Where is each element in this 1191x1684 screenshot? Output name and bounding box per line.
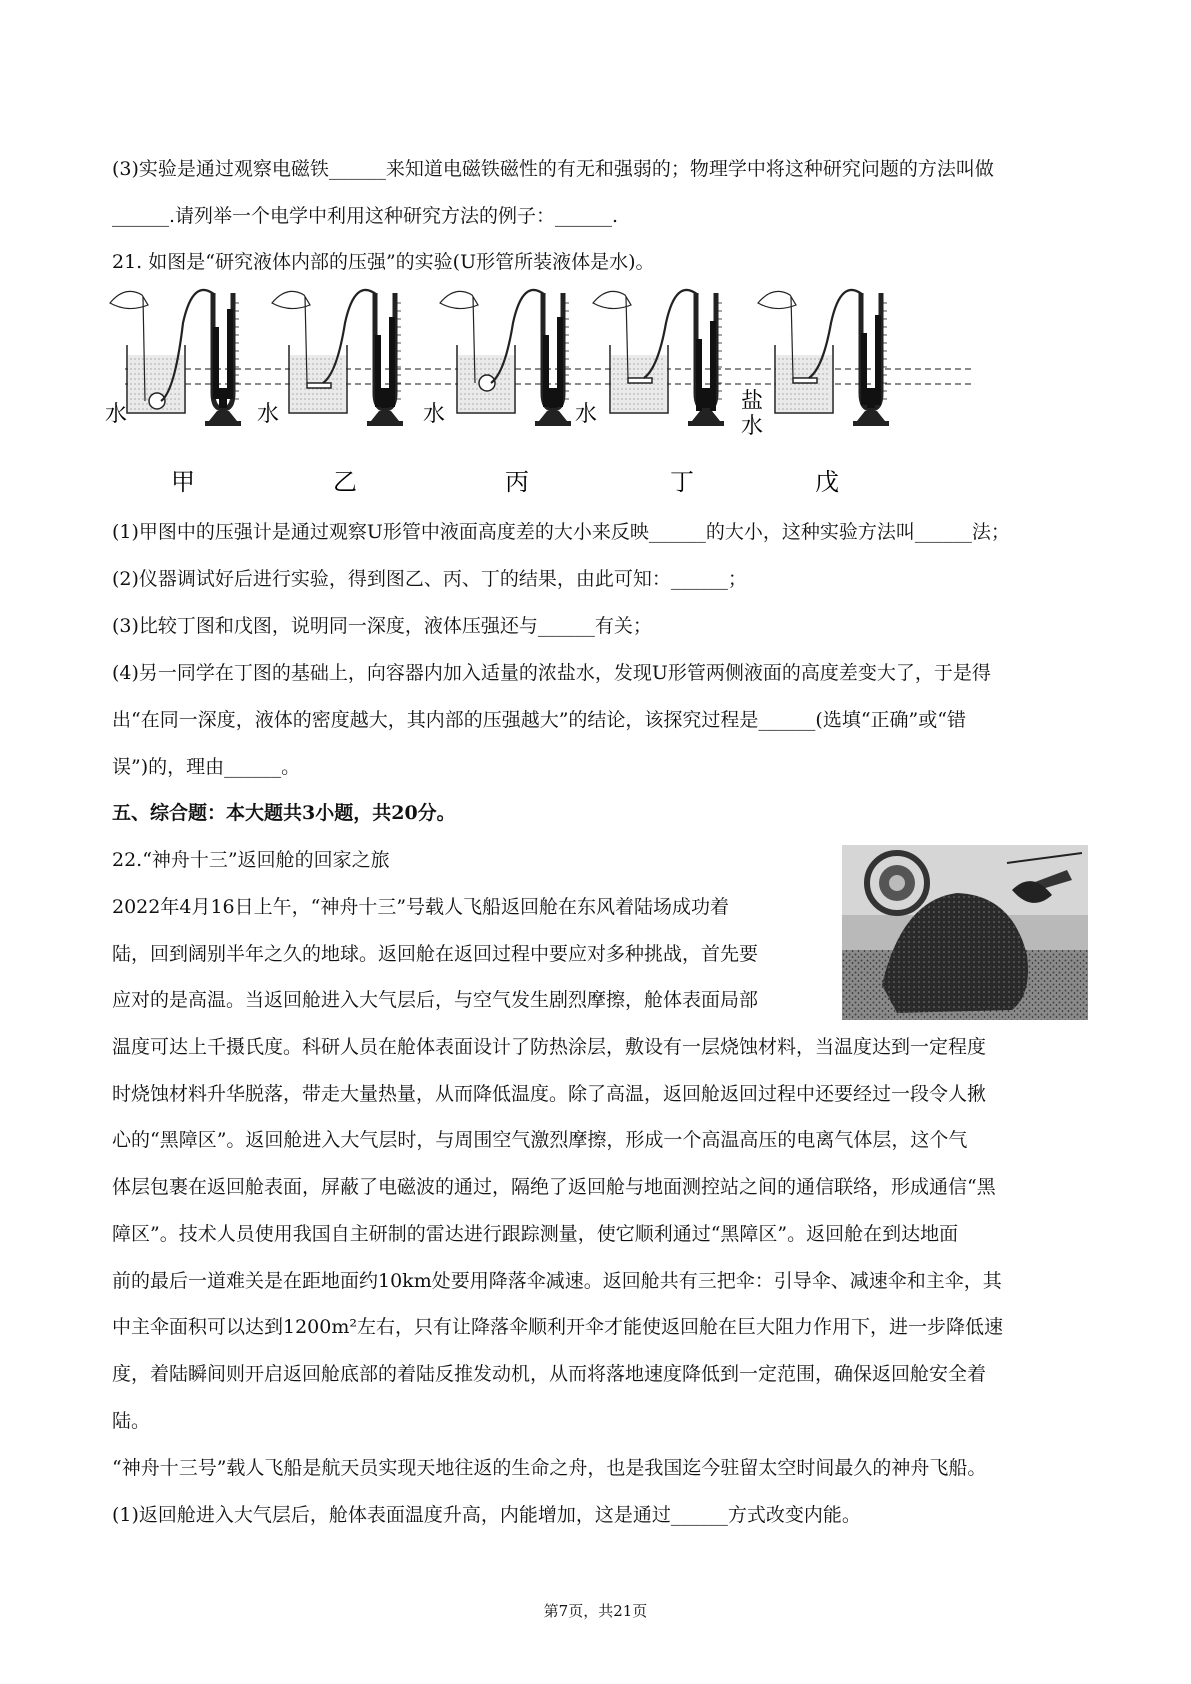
liquid-label-wu-1: 盐: [741, 388, 764, 413]
q21-sub-4-line-1: (4)另一同学在丁图的基础上，向容器内加入适量的浓盐水，发现U形管两侧液面的高度差变大了，于是得: [112, 662, 991, 684]
u-tube-liquid-left-wu: [861, 333, 867, 405]
passage-line-3: 应对的是高温。当返回舱进入大气层后，与空气发生剧烈摩擦，舱体表面局部: [112, 989, 759, 1011]
passage-line-12: 陆。: [112, 1410, 151, 1432]
liquid-label-ding: 水: [575, 401, 598, 426]
passage-line-4: 温度可达上千摄氏度。科研人员在舱体表面设计了防热涂层，敷设有一层烧蚀材料，当温度达到一定程度: [112, 1036, 987, 1058]
passage-line-10: 中主伞面积可以达到1200m²左右，只有让降落伞顺利开伞才能使返回舱在巨大阻力作用下，进一步降低速: [112, 1316, 1003, 1338]
stand-yi: [371, 411, 399, 421]
liquid-label-jia: 水: [105, 401, 128, 426]
stand-base-wu: [853, 421, 889, 426]
u-tube-bottom-jia: [219, 388, 227, 408]
passage-line-5: 时烧蚀材料升华脱落，带走大量热量，从而降低温度。除了高温，返回舱返回过程中还要经过一段令人揪: [112, 1083, 987, 1105]
q21-sub-4-line-3: 误”)的，理由______。: [112, 756, 301, 778]
u-tube-bottom-ding: [702, 388, 710, 408]
liquid-label-yi: 水: [257, 401, 280, 426]
hand-wu: [758, 291, 796, 308]
text-line-2: ______.请列举一个电学中利用这种研究方法的例子：______.: [112, 205, 619, 227]
panel-label-ding: 丁: [670, 469, 694, 496]
u-tube-liquid-right-ding: [710, 321, 716, 411]
liquid-label-bing: 水: [423, 401, 446, 426]
hand-ding: [593, 291, 631, 308]
passage-line-8: 障区”。技术人员使用我国自主研制的雷达进行跟踪测量，使它顺利通过“黑障区”。返回舱在到达地面: [112, 1223, 959, 1245]
probe-wu: [793, 378, 817, 383]
stand-jia: [209, 411, 237, 421]
u-tube-liquid-left-bing: [543, 335, 549, 407]
hand-jia: [110, 291, 148, 308]
liquid-label-wu-2: 水: [741, 413, 764, 438]
u-tube-liquid-right-jia: [227, 309, 233, 399]
u-tube-liquid-right-yi: [389, 317, 395, 407]
page-number: 第7页，共21页: [543, 1602, 648, 1620]
q21-sub-1: (1)甲图中的压强计是通过观察U形管中液面高度差的大小来反映______的大小，这种实验方法叫______法；: [112, 521, 1010, 543]
hand-bing: [440, 291, 478, 308]
return-capsule-photo: [842, 845, 1088, 1020]
stand-base-bing: [535, 421, 571, 426]
u-tube-bottom-wu: [867, 388, 875, 408]
u-tube-liquid-right-wu: [875, 315, 881, 405]
u-tube-liquid-left-ding: [696, 339, 702, 411]
u-tube-liquid-left-yi: [375, 335, 381, 407]
question-22-title: 22.“神舟十三”返回舱的回家之旅: [112, 849, 390, 871]
stand-ding: [692, 411, 720, 421]
q22-sub-1: (1)返回舱进入大气层后，舱体表面温度升高，内能增加，这是通过______方式改变内能。: [112, 1504, 861, 1526]
passage-line-7: 体层包裹在返回舱表面，屏蔽了电磁波的通过，隔绝了返回舱与地面测控站之间的通信联络，形成通信“黑: [112, 1176, 996, 1198]
question-21-stem: 21. 如图是“研究液体内部的压强”的实验(U形管所装液体是水)。: [112, 251, 655, 273]
stand-base-jia: [205, 421, 241, 426]
hand-yi: [272, 291, 310, 308]
stand-base-ding: [688, 421, 724, 426]
u-tube-bottom-yi: [381, 388, 389, 408]
panel-label-yi: 乙: [333, 469, 357, 496]
q21-sub-2: (2)仪器调试好后进行实验，得到图乙、丙、丁的结果，由此可知：______；: [112, 568, 747, 590]
text-line-1: (3)实验是通过观察电磁铁______来知道电磁铁磁性的有无和强弱的；物理学中将这种研究问题的方法叫做: [112, 158, 994, 180]
passage-line-2: 陆，回到阔别半年之久的地球。返回舱在返回过程中要应对多种挑战，首先要: [112, 943, 759, 965]
passage-line-1: 2022年4月16日上午，“神舟十三”号载人飞船返回舱在东风着陆场成功着: [112, 896, 730, 918]
probe-ding: [628, 378, 652, 383]
stand-wu: [857, 411, 885, 421]
passage-line-13: “神舟十三号”载人飞船是航天员实现天地往返的生命之舟，也是我国迄今驻留太空时间最久的神舟飞船。: [112, 1457, 987, 1479]
passage-line-11: 度，着陆瞬间则开启返回舱底部的着陆反推发动机，从而将落地速度降低到一定范围，确保返回舱安全着: [112, 1363, 987, 1385]
panel-label-wu: 戊: [815, 469, 839, 496]
passage-line-6: 心的“黑障区”。返回舱进入大气层时，与周围空气激烈摩擦，形成一个高温高压的电离气体层，这个气: [112, 1129, 968, 1151]
panel-label-bing: 丙: [505, 469, 529, 496]
q21-sub-4-line-2: 出“在同一深度，液体的密度越大，其内部的压强越大”的结论，该探究过程是______(选填“正确”或“错: [112, 709, 966, 731]
u-tube-liquid-right-bing: [557, 317, 563, 407]
q21-sub-3: (3)比较丁图和戊图，说明同一深度，液体压强还与______有关；: [112, 615, 652, 637]
stand-bing: [539, 411, 567, 421]
probe-yi: [307, 383, 331, 388]
panel-label-jia: 甲: [171, 469, 195, 496]
liquid-pressure-figure: [105, 283, 985, 508]
passage-line-9: 前的最后一道难关是在距地面约10km处要用降落伞减速。返回舱共有三把伞：引导伞、减速伞和主伞，其: [112, 1270, 1002, 1292]
u-tube-liquid-left-jia: [213, 327, 219, 399]
u-tube-bottom-bing: [549, 388, 557, 408]
stand-base-yi: [367, 421, 403, 426]
section-5-heading: 五、综合题：本大题共3小题，共20分。: [112, 802, 456, 824]
